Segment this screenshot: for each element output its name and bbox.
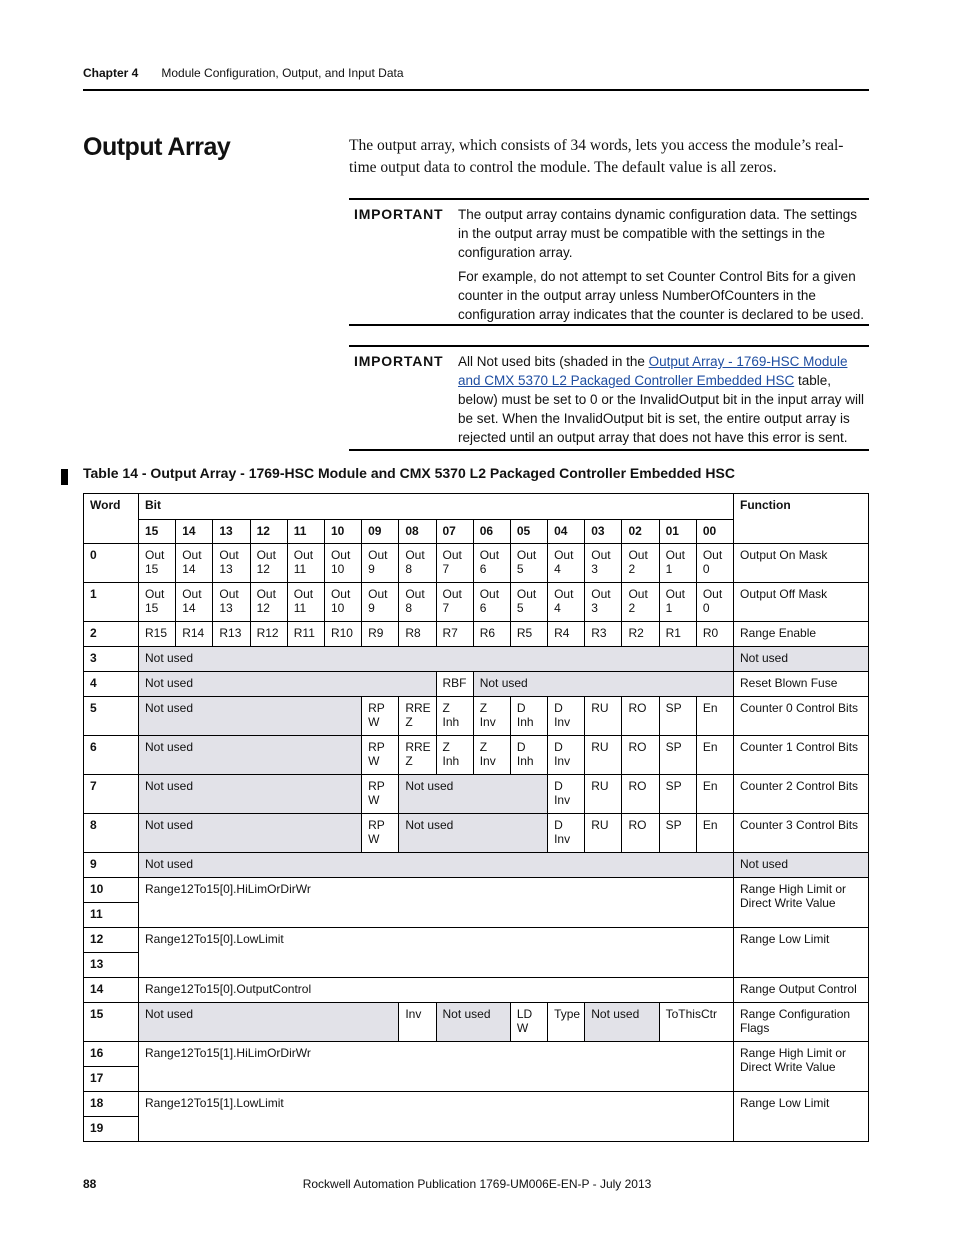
bit-cell: Not used [139,1003,399,1042]
publication-id: Rockwell Automation Publication 1769-UM006E-EN-P - July 2013 [302,1177,652,1191]
table-row [84,775,869,814]
bit-cell: RO [622,814,659,853]
bit-cell: RU [585,697,622,736]
word-number: 11 [84,903,139,928]
header-bit-number: 00 [696,520,733,544]
bit-cell: LD W [510,1003,547,1042]
bit-cell: Not used [139,775,362,814]
bit-cell: Not used [399,814,548,853]
bit-cell: Out 6 [473,544,510,583]
header-bit-number: 01 [659,520,696,544]
table-row [84,1092,869,1117]
header-bit-number: 13 [213,520,250,544]
running-header [83,66,404,80]
bit-cell: R8 [399,622,436,647]
bit-cell: Out 3 [585,544,622,583]
section-title: Output Array [83,133,231,161]
bit-cell: RO [622,736,659,775]
bit-cell: R14 [176,622,213,647]
bit-cell: Out 8 [399,583,436,622]
bit-cell: SP [659,775,696,814]
intro-paragraph: The output array, which consists of 34 words, lets you access the module’s real-time output data to control the module. The default value is all zeros. [349,137,844,176]
bit-cell: Range12To15[1].HiLimOrDirWr [139,1042,734,1092]
bit-cell: Out 1 [659,583,696,622]
bit-cell: Range12To15[0].HiLimOrDirWr [139,878,734,928]
bit-cell: Out 10 [324,583,361,622]
header-bit-number: 08 [399,520,436,544]
bit-cell: Inv [399,1003,436,1042]
bit-cell: Out 5 [510,544,547,583]
word-number: 13 [84,953,139,978]
bit-cell: Out 2 [622,583,659,622]
table-row [84,814,869,853]
bit-cell: En [696,697,733,736]
header-bit-number: 03 [585,520,622,544]
header-rule [83,89,869,91]
bit-cell: En [696,814,733,853]
header-word: Word [84,494,139,544]
bit-cell: Out 15 [139,544,176,583]
table-row [84,878,869,903]
function-cell: Not used [734,647,869,672]
word-number: 14 [84,978,139,1003]
table-row [84,853,869,878]
function-cell: Range Low Limit [734,1092,869,1142]
table-row [84,1003,869,1042]
word-number: 9 [84,853,139,878]
word-number: 15 [84,1003,139,1042]
bit-cell: Not used [139,853,734,878]
bit-cell: R1 [659,622,696,647]
bit-cell: Not used [139,672,437,697]
change-bar [61,469,68,485]
function-cell: Range High Limit or Direct Write Value [734,878,869,928]
header-bit-number: 09 [362,520,399,544]
bit-cell: Out 0 [696,583,733,622]
bit-cell: SP [659,697,696,736]
bit-cell: Not used [473,672,733,697]
bit-cell: Out 9 [362,583,399,622]
word-number: 6 [84,736,139,775]
header-bit-number: 06 [473,520,510,544]
bit-cell: Range12To15[0].OutputControl [139,978,734,1003]
bit-cell: R15 [139,622,176,647]
bit-cell: Out 4 [548,544,585,583]
bit-cell: Z Inh [436,736,473,775]
bit-cell: D Inh [510,736,547,775]
bit-cell: En [696,736,733,775]
bit-cell: Out 2 [622,544,659,583]
chapter-label: Chapter 4 [83,66,139,80]
bit-cell: Z Inh [436,697,473,736]
bit-cell: Out 14 [176,583,213,622]
bit-cell: Out 11 [287,583,324,622]
function-cell: Counter 2 Control Bits [734,775,869,814]
important-label: IMPORTANT [354,353,444,369]
bit-cell: Out 8 [399,544,436,583]
bit-cell: D Inv [548,814,585,853]
bit-cell: Range12To15[1].LowLimit [139,1092,734,1142]
function-cell: Counter 1 Control Bits [734,736,869,775]
bit-cell: SP [659,814,696,853]
bit-cell: D Inh [510,697,547,736]
bit-cell: Out 11 [287,544,324,583]
chapter-title: Module Configuration, Output, and Input Data [161,66,404,80]
bit-cell: R0 [696,622,733,647]
bit-cell: R5 [510,622,547,647]
table-link[interactable]: Output Array - 1769-HSC Module and CMX 5370 L2 Packaged Controller Embedded HSC [458,354,848,388]
bit-cell: Type [548,1003,585,1042]
important-text: The output array contains dynamic configuration data. The settings in the output array must be compatible with the settings in the configuration array. [458,207,857,260]
bit-cell: Out 7 [436,583,473,622]
header-bit-number: 14 [176,520,213,544]
bit-cell: R7 [436,622,473,647]
bit-cell: Out 5 [510,583,547,622]
header-bit-number: 04 [548,520,585,544]
bit-cell: Out 9 [362,544,399,583]
table-row [84,928,869,953]
bit-cell: Not used [139,647,734,672]
bit-cell: R12 [250,622,287,647]
bit-cell: D Inv [548,775,585,814]
function-cell: Counter 0 Control Bits [734,697,869,736]
bit-cell: RU [585,775,622,814]
header-function: Function [734,494,869,544]
bit-cell: Out 4 [548,583,585,622]
bit-cell: Out 3 [585,583,622,622]
page-number: 88 [83,1177,97,1191]
header-bit-number: 02 [622,520,659,544]
table-row [84,647,869,672]
bit-cell: R2 [622,622,659,647]
word-number: 4 [84,672,139,697]
bit-cell: RU [585,736,622,775]
function-cell: Range Enable [734,622,869,647]
bit-cell: D Inv [548,697,585,736]
function-cell: Range Output Control [734,978,869,1003]
header-bit-number: 07 [436,520,473,544]
table-row [84,978,869,1003]
bit-cell: Not used [585,1003,659,1042]
bit-cell: R6 [473,622,510,647]
bit-cell: Out 15 [139,583,176,622]
table-caption: Table 14 - Output Array - 1769-HSC Module and CMX 5370 L2 Packaged Controller Embedded HSC [83,465,735,481]
bit-cell: RU [585,814,622,853]
bit-cell: RP W [362,775,399,814]
word-number: 17 [84,1067,139,1092]
bit-cell: RO [622,697,659,736]
output-array-table [83,493,869,1142]
bit-cell: R11 [287,622,324,647]
bit-cell: Out 13 [213,583,250,622]
bit-cell: SP [659,736,696,775]
bit-cell: Not used [436,1003,510,1042]
header-bit: Bit [139,494,734,520]
bit-cell: Range12To15[0].LowLimit [139,928,734,978]
important-text: All Not used bits (shaded in the Output Array - 1769-HSC Module and CMX 5370 L2 Packaged Controller Embedded HSC table, below) must be set to 0 or the InvalidOutput bit in the input array will be set. When the InvalidOutput bit is set, the entire output array is rejected until an output array that does not have this error is sent. [458,354,864,445]
bit-cell: RP W [362,697,399,736]
function-cell: Counter 3 Control Bits [734,814,869,853]
bit-cell: RBF [436,672,473,697]
table-row [84,697,869,736]
bit-cell: Not used [139,814,362,853]
word-number: 0 [84,544,139,583]
function-cell: Output On Mask [734,544,869,583]
word-number: 19 [84,1117,139,1142]
table-row [84,544,869,583]
bit-cell: R9 [362,622,399,647]
bit-cell: Not used [139,736,362,775]
word-number: 16 [84,1042,139,1067]
word-number: 2 [84,622,139,647]
important-box-1 [349,198,869,326]
header-bit-number: 10 [324,520,361,544]
header-bit-number: 12 [250,520,287,544]
table-row [84,622,869,647]
bit-cell: Out 10 [324,544,361,583]
function-cell: Output Off Mask [734,583,869,622]
bit-cell: Not used [399,775,548,814]
word-number: 18 [84,1092,139,1117]
bit-cell: RRE Z [399,736,436,775]
word-number: 7 [84,775,139,814]
bit-cell: D Inv [548,736,585,775]
bit-cell: Out 6 [473,583,510,622]
table-row [84,736,869,775]
bit-cell: R13 [213,622,250,647]
bit-cell: R3 [585,622,622,647]
bit-cell: RRE Z [399,697,436,736]
header-bit-number: 05 [510,520,547,544]
word-number: 5 [84,697,139,736]
bit-cell: Out 0 [696,544,733,583]
bit-cell: Out 1 [659,544,696,583]
bit-cell: Z Inv [473,736,510,775]
function-cell: Range Low Limit [734,928,869,978]
bit-cell: Not used [139,697,362,736]
table-header-row [84,494,869,520]
bit-cell: Out 12 [250,544,287,583]
bit-cell: RP W [362,736,399,775]
bit-cell: Z Inv [473,697,510,736]
bit-cell: R10 [324,622,361,647]
important-text: For example, do not attempt to set Counter Control Bits for a given counter in the output array unless NumberOfCounters in the configuration array indicates that the counter is declared to be used. [458,269,864,322]
table-row [84,1042,869,1067]
important-box-2 [349,345,869,451]
table-row [84,672,869,697]
bit-cell: Out 7 [436,544,473,583]
word-number: 10 [84,878,139,903]
function-cell: Not used [734,853,869,878]
bit-cell: RP W [362,814,399,853]
important-label: IMPORTANT [354,206,444,222]
word-number: 8 [84,814,139,853]
function-cell: Reset Blown Fuse [734,672,869,697]
function-cell: Range Configuration Flags [734,1003,869,1042]
header-bit-number: 11 [287,520,324,544]
bit-cell: Out 13 [213,544,250,583]
bit-cell: Out 12 [250,583,287,622]
table-row [84,583,869,622]
bit-cell: En [696,775,733,814]
bit-cell: RO [622,775,659,814]
word-number: 12 [84,928,139,953]
word-number: 3 [84,647,139,672]
bit-cell: Out 14 [176,544,213,583]
bit-cell: R4 [548,622,585,647]
header-bit-number: 15 [139,520,176,544]
word-number: 1 [84,583,139,622]
bit-cell: ToThisCtr [659,1003,733,1042]
function-cell: Range High Limit or Direct Write Value [734,1042,869,1092]
